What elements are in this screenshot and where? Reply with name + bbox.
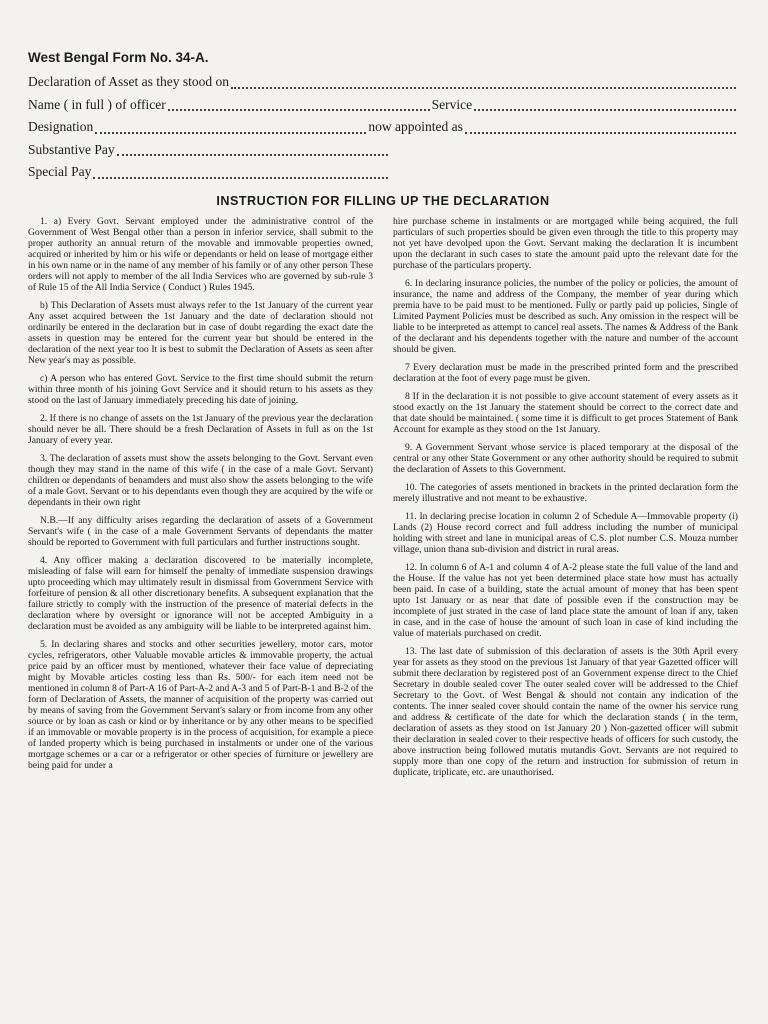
service-label: Service (431, 96, 473, 112)
instruction-heading: INSTRUCTION FOR FILLING UP THE DECLARATION (216, 193, 550, 208)
substantive-pay-row (28, 139, 390, 162)
instruction-paragraph: 10. The categories of assets mentioned in brackets in the printed declaration form the merely illustrative and not meant to be exhaustive. (393, 481, 738, 504)
instruction-paragraph: 13. The last date of submission of this declaration of assets is the 30th April every year for assets as they stood on the previous 1st January of that year Gazetted officer will submit there declaration by registered post of an Government expense direct to the Chief Secretary in double sealed cover The outer sealed cover will be addressed to the Chief Secretary to the Govt. of West Bengal & should not contain any indication of the contents. The inner sealed cover should contain the name of the owner his service rung and address & certificate of the date for which the declaration stands ( in the term, declaration of assets as they stood on 1st January 20 ) Non-gazetted officer will submit their declaration in sealed cover to their respective heads of officers for such custody, the above instruction being followed mutatis mutandis Govt. Servants are not required to supply more than one copy of the return and instruction for submission of return in duplicate, triplicate, etc. are unauthorised. (393, 645, 738, 778)
officer-name-row (28, 94, 738, 117)
designation-label: Designation (28, 119, 94, 135)
substantive-pay-label: Substantive Pay (28, 141, 115, 157)
instruction-paragraph: 2. If there is no change of assets on the 1st January of the previous year the declaration should never be all. There should be a fresh Declaration of Assets in full as on the 1st January of every year. (28, 412, 374, 446)
instruction-paragraph: 9. A Government Servant whose service is placed temporary at the disposal of the central or any other State Government or any other authority should be required to submit the declaration of Assets to this Government. (393, 441, 738, 475)
designation-field[interactable] (95, 132, 366, 134)
appointed-as-label: now appointed as (368, 119, 463, 135)
instruction-paragraph: hire purchase scheme in instalments or are mortgaged while being acquired, the full particulars of such properties should be given even through the title to this property may not yet have devolped upon the Govt. Servant making the declaration It is incumbent upon the declarant in such cases to state the amount paid upto the relevant date for the purchase of the particulars property. (393, 215, 738, 271)
officer-name-label: Name ( in full ) of officer (28, 96, 166, 112)
instruction-paragraph: 3. The declaration of assets must show the assets belonging to the Govt. Servant even though they may stand in the name of this wife ( in the case of a male Govt. Servant) children or dependants of benamders and must also show the assets belonging to the wife of a male Govt. Servant or to his dependants even though they are acquired by the wife or dependants in their own right (28, 452, 373, 508)
instruction-paragraph: 6. In declaring insurance policies, the number of the policy or policies, the amount of insurance, the name and address of the Company, the member of year during which premia have to be paid must to be mentioned. Fully or partly paid up policies, Single of Limited Payment Policies must be described as such. Any omission in the respect will be liable to be interpreted as attempt to cancel real assets. The names & Address of the Bank of the declarant and his dependents together with the nature and number of the account should be given. (393, 277, 738, 355)
instruction-paragraph: c) A person who has entered Govt. Service to the first time should submit the return within three month of his joining Govt Service and it should return to his assets as they stood on the last of January immediately preceding his date of joining. (28, 372, 373, 406)
declaration-date-row (28, 71, 738, 94)
instruction-paragraph: 8 If in the declaration it is not possible to give account statement of every assets as it stood exactly on the 1st January the statement should be correct to the correct date and that date should be maintained. ( some time it is difficult to get proces Statement of Bank Account for example as they stood on the 1st January. (393, 390, 738, 435)
designation-row (28, 116, 738, 139)
instruction-column-right (393, 216, 738, 785)
form-number-title: West Bengal Form No. 34-A. (28, 50, 209, 65)
instruction-columns (28, 216, 738, 785)
instruction-paragraph: 4. Any officer making a declaration discovered to be materially incomplete, misleading of false will earn for himself the penalty of immediate suspension drawings upto proceeding which may ultimately result in dismissal from Government Service with forfeiture of pension & all other discretionary benefits. A subsequent explanation that the failure strictly to comply with the instruction of the presence of material defects in the declaration where by oversight or ignorance will not be accepted Ambiguity in a declaration must be avoided as any ambiguity will be liable to be interpreted against him. (28, 554, 373, 632)
instruction-paragraph: 12. In column 6 of A-1 and column 4 of A-2 please state the full value of the land and the House. If the value has not yet been determined place state how must has actually been paid. In case of a building, state the actual amount of money that has been spent upto 1st January or as near that date of possible even if the construction may be incomplete of just strated in the case of land place state the amount of loan if any, taken in case, and in the case of house the amount of such loan in case of kind including the value of materials purchased on credit. (393, 561, 738, 639)
substantive-pay-field[interactable] (117, 154, 388, 156)
instruction-paragraph: 5. In declaring shares and stocks and other securities jewellery, motor cars, motor cycles, refrigerators, other Valuable movable articles & immovable property, the actual price paid by an officer must by mentioned, whatever their face value of depreciating might by Movable articles costing less than Rs. 500/- for each item need not be mentioned in column 8 of Part-A 16 of Part-A-2 and A-3 and 5 of Part-B-1 and B-2 of the form of Declaration of Assets, the manner of acquisition of the property was carried out by means of saving from the Government Servant's salary or from income from any other source or by loan as cash or kind or by inheritance or by any other means to be specified if an immovable or movable property is in the process of acquisition, for example a piece of landed property which is being purchased in instalments or under one of the various mortgage schemes or a car or a refrigerator or other species of furniture or jewellery are being paid for under a (28, 638, 373, 771)
officer-name-field[interactable] (168, 109, 430, 111)
instruction-paragraph: b) This Declaration of Assets must always refer to the 1st January of the current year Any asset acquired between the 1st January and the date of declaration should not ordinarily be entered in the declaration but in case of doubt regarding the exact date the assets in question may be entered for the current year but should be entered in the declaration of the next year too It is best to submit the Declaration of Assets as seen after New year's may as possible. (28, 299, 373, 366)
instruction-paragraph: N.B.—If any difficulty arises regarding the declaration of assets of a Government Servant's wife ( in the case of a male Government Servants of dependants the matter should be reported to Government with full particulars and further instructions sought. (28, 514, 373, 548)
special-pay-field[interactable] (93, 177, 388, 179)
instruction-paragraph: 1. a) Every Govt. Servant employed under the administrative control of the Government of West Bengal other than a person in inferior service, shall submit to the proper authority an annual return of the movable and immovable properties owned, acquired or inherited by him or his wife or dependants or held on lease of mortgage either in his own name or in the name of any member of his family or of any other person These orders will not apply to member of the all India Services who are governed by sub-rule 3 of Rule 15 of the All India Service ( Conduct ) Rules 1945. (28, 215, 373, 293)
declaration-date-label: Declaration of Asset as they stood on (28, 74, 229, 89)
instruction-column-left (28, 216, 373, 785)
service-field[interactable] (474, 109, 736, 111)
declaration-date-field[interactable] (231, 87, 736, 89)
instruction-paragraph: 11. In declaring precise location in column 2 of Schedule A—Immovable property (i) Lands (2) House record correct and full address including the number of municipal holding with street and lane in municipal areas of C.S. plot number C.S. Mouza number village, union thana sub-division and district in rural areas. (393, 510, 738, 555)
special-pay-label: Special Pay (28, 164, 92, 180)
appointed-as-field[interactable] (465, 132, 736, 134)
instruction-paragraph: 7 Every declaration must be made in the prescribed printed form and the prescribed declaration at the foot of every page must be given. (393, 361, 738, 384)
special-pay-row (28, 161, 390, 184)
